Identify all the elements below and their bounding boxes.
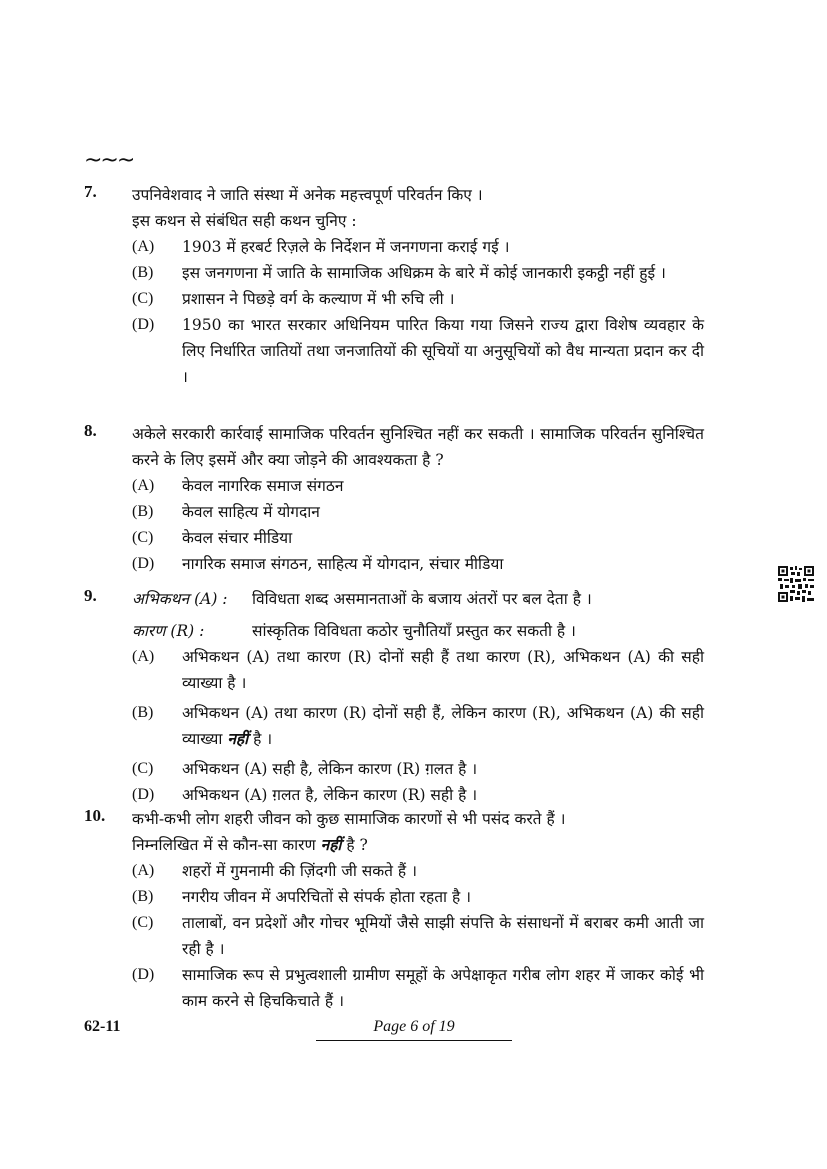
option-a: (A) 1903 में हरबर्ट रिज़ले के निर्देशन में जनगणना कराई गई । — [132, 238, 510, 256]
option-c: (C) केवल संचार मीडिया — [132, 529, 293, 547]
question-stem-line: इस कथन से संबंधित सही कथन चुनिए : — [132, 212, 357, 230]
reason-text: सांस्कृतिक विविधता कठोर चुनौतियाँ प्रस्तुत कर सकती है । — [252, 622, 576, 640]
option-b: (B) अभिकथन (A) तथा कारण (R) दोनों सही हैं, लेकिन कारण (R), अभिकथन (A) की सही व्याख्या नहीं है । — [132, 704, 704, 748]
question-stem-line: अकेले सरकारी कार्रवाई सामाजिक परिवर्तन सुनिश्चित नहीं कर सकती । सामाजिक परिवर्तन सुनिश्चित करने के लिए इसमें और क्या जोड़ने की आवश्यकता है ? — [132, 425, 704, 469]
option-a: (A) केवल नागरिक समाज संगठन — [132, 477, 344, 495]
question-number: 7. — [84, 182, 97, 201]
question-number: 8. — [84, 421, 97, 440]
question-7 — [84, 182, 704, 390]
option-c: (C) अभिकथन (A) सही है, लेकिन कारण (R) ग़लत है । — [132, 760, 478, 778]
question-9 — [84, 586, 704, 808]
reason-label: कारण (R) : — [132, 622, 205, 640]
assertion-text: विविधता शब्द असमानताओं के बजाय अंतरों पर बल देता है । — [252, 590, 592, 608]
option-b: (B) केवल साहित्य में योगदान — [132, 503, 320, 521]
decorative-tilde: ~~~ — [84, 148, 134, 173]
question-10 — [84, 806, 704, 1014]
qr-code-icon — [778, 566, 814, 602]
paper-code: 62-11 — [84, 1018, 121, 1035]
option-a: (A) अभिकथन (A) तथा कारण (R) दोनों सही हैं तथा कारण (R), अभिकथन (A) की सही व्याख्या है । — [132, 648, 704, 692]
option-a: (A) शहरों में गुमनामी की ज़िंदगी जी सकते हैं । — [132, 862, 417, 880]
option-b: (B) नगरीय जीवन में अपरिचितों से संपर्क होता रहता है । — [132, 888, 472, 906]
option-c: (C) तालाबों, वन प्रदेशों और गोचर भूमियों जैसे साझी संपत्ति के संसाधनों में बराबर कमी आती जा रही है । — [132, 914, 704, 958]
question-number: 9. — [84, 586, 97, 605]
option-b: (B) इस जनगणना में जाति के सामाजिक अधिक्रम के बारे में कोई जानकारी इकट्ठी नहीं हुई । — [132, 264, 666, 282]
question-8 — [84, 421, 704, 577]
assertion — [132, 586, 704, 612]
option-d: (D) सामाजिक रूप से प्रभुत्वशाली ग्रामीण समूहों के अपेक्षाकृत गरीब लोग शहर में जाकर कोई भी काम करने से हिचकिचाते हैं । — [132, 966, 704, 1010]
page-number: Page 6 of 19 — [316, 1018, 512, 1041]
emphasis-not: नहीं — [227, 729, 249, 748]
question-stem-line: निम्नलिखित में से कौन-सा कारण नहीं है ? — [132, 835, 368, 854]
question-stem-line: उपनिवेशवाद ने जाति संस्था में अनेक महत्त्वपूर्ण परिवर्तन किए । — [132, 186, 483, 204]
reason — [132, 618, 704, 644]
assertion-label: अभिकथन (A) : — [132, 590, 228, 608]
emphasis-not: नहीं — [320, 835, 342, 854]
option-d: (D) नागरिक समाज संगठन, साहित्य में योगदान, संचार मीडिया — [132, 555, 504, 573]
option-c: (C) प्रशासन ने पिछड़े वर्ग के कल्याण में भी रुचि ली । — [132, 290, 455, 308]
option-d: (D) 1950 का भारत सरकार अधिनियम पारित किया गया जिसने राज्य द्वारा विशेष व्यवहार के लिए निर्धारित जातियों तथा जनजातियों की सूचियों या अनुसूचियों को वैध मान्यता प्रदान कर दी । — [132, 316, 704, 386]
question-number: 10. — [84, 806, 106, 825]
option-d: (D) अभिकथन (A) ग़लत है, लेकिन कारण (R) सही है । — [132, 786, 478, 804]
question-stem-line: कभी-कभी लोग शहरी जीवन को कुछ सामाजिक कारणों से भी पसंद करते हैं । — [132, 810, 566, 828]
